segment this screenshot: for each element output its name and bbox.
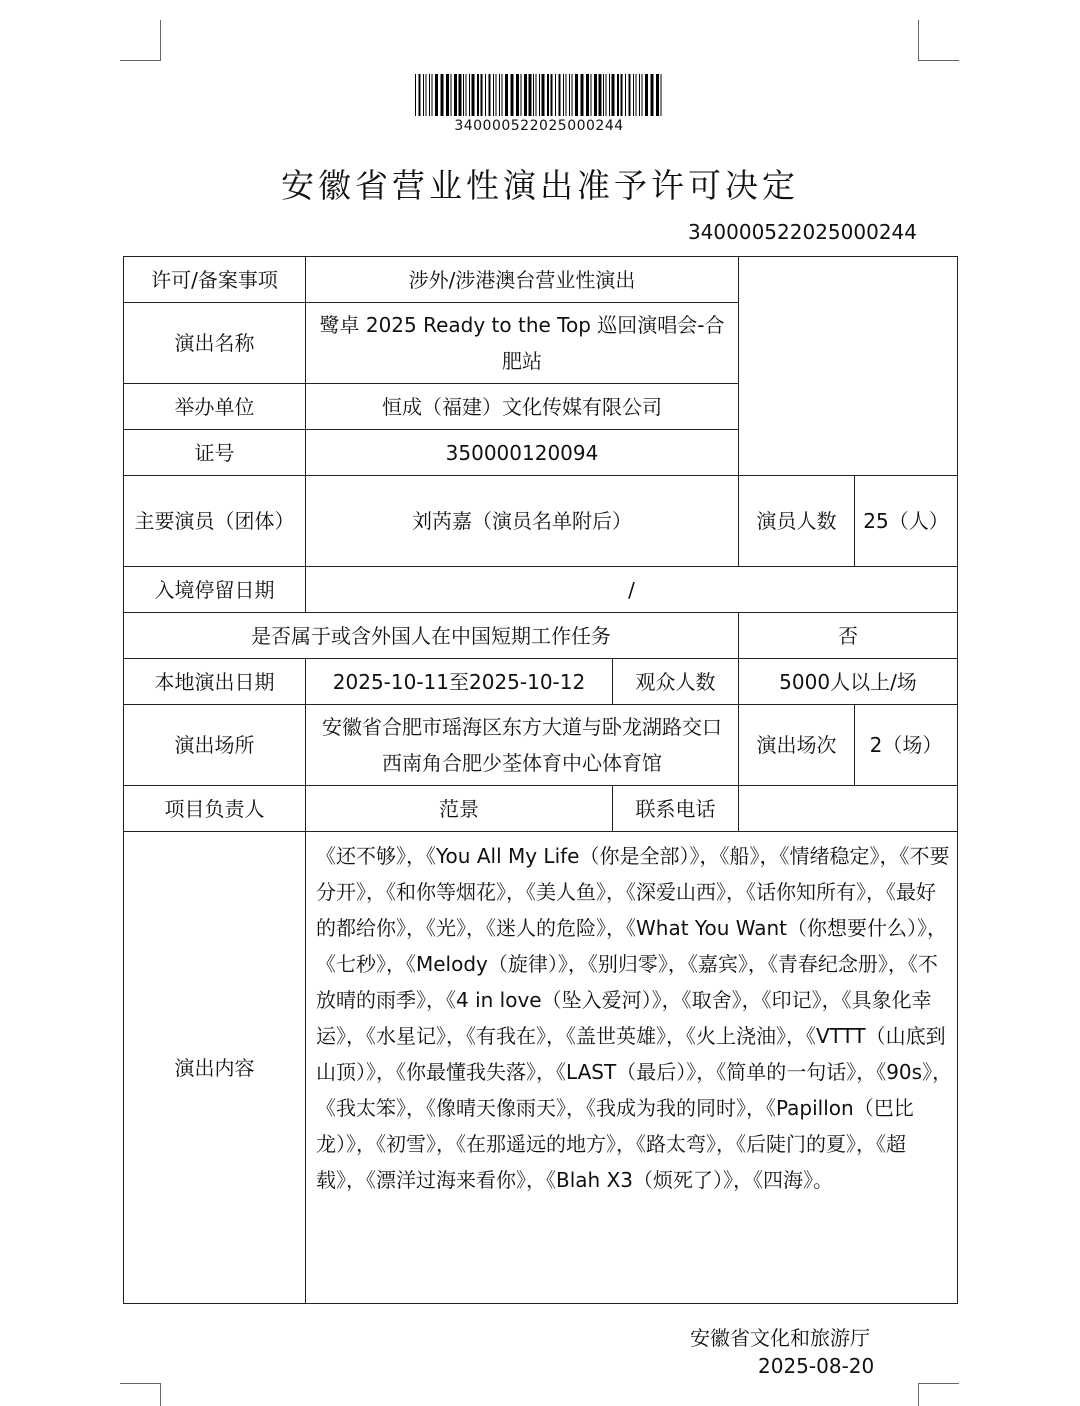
manager-label: 项目负责人 xyxy=(124,786,306,832)
corner-mark-top-right xyxy=(918,20,959,61)
barcode-bar xyxy=(586,74,589,116)
barcode-bar xyxy=(617,74,619,116)
venue-label: 演出场所 xyxy=(124,705,306,786)
barcode-bar xyxy=(426,74,427,116)
barcode-bar xyxy=(505,74,508,116)
entry-label: 入境停留日期 xyxy=(124,567,306,613)
barcode-bar xyxy=(415,74,416,116)
barcode-bar xyxy=(533,74,534,116)
barcode-bar xyxy=(419,74,421,116)
barcode-bar xyxy=(446,74,449,116)
barcode xyxy=(415,74,663,116)
barcode-bar xyxy=(594,74,597,116)
issuer-name: 安徽省文化和旅游厅 xyxy=(690,1326,870,1350)
barcode-bar xyxy=(591,74,592,116)
content-cell xyxy=(306,832,958,1304)
barcode-bar xyxy=(661,74,662,116)
barcode-bar xyxy=(642,74,643,116)
barcode-bar xyxy=(529,74,532,116)
barcode-bar xyxy=(472,74,475,116)
barcode-bar xyxy=(572,74,573,116)
barcode-bar xyxy=(606,74,607,116)
performers-value: 刘芮嘉（演员名单附后） xyxy=(306,476,739,567)
matter-value: 涉外/涉港澳台营业性演出 xyxy=(306,257,739,303)
barcode-bar xyxy=(441,74,444,116)
show-name-label: 演出名称 xyxy=(124,303,306,384)
content-value: 《还不够》，《You All My Life（你是全部）》，《船》，《情绪稳定》，《不要分开》，《和你等烟花》，《美人鱼》，《深爱山西》，《话你知所有》，《最好的都给你》，《光》，《迷人的危险》，《What You Want（你想要什么）》，《七秒》，《Melody（旋律）》，《别归零》，《嘉宾》，《青春纪念册》，《不放晴的雨季》，《4 in love（坠入爱河）》，《取舍》，《印记》，《具象化幸运》，《水星记》，《有我在》，《盖世英雄》，《火上浇油》，《VTTT（山底到山顶）》，《你最懂我失落》，《LAST（最后）》，《简单的一句话》，《90s》，《我太笨》，《像晴天像雨天》，《我成为我的同时》，《Papillon（巴比龙）》，《初雪》，《在那遥远的地方》，《路太弯》，《后陡门的夏》，《超载》，《漂洋过海来看你》，《Blah X3（烦死了）》，《四海》。 xyxy=(316,844,953,1192)
barcode-bar xyxy=(454,74,457,116)
barcode-bar xyxy=(459,74,462,116)
barcode-bar xyxy=(551,74,553,116)
barcode-bar xyxy=(645,74,648,116)
date-label: 本地演出日期 xyxy=(124,659,306,705)
barcode-bar xyxy=(524,74,527,116)
performer-count-label: 演员人数 xyxy=(739,476,855,567)
barcode-bar xyxy=(575,74,578,116)
permit-table xyxy=(123,256,958,1304)
manager-value: 范景 xyxy=(306,786,613,832)
phone-value xyxy=(739,786,958,832)
corner-mark-bottom-left xyxy=(120,1383,161,1406)
barcode-bar xyxy=(621,74,623,116)
barcode-bar xyxy=(581,74,584,116)
content-label: 演出内容 xyxy=(124,832,306,1304)
barcode-bar xyxy=(569,74,570,116)
barcode-bar xyxy=(603,74,604,116)
barcode-bar xyxy=(466,74,467,116)
barcode-bar xyxy=(536,74,537,116)
barcode-bar xyxy=(609,74,610,116)
barcode-bar xyxy=(469,74,470,116)
barcode-bar xyxy=(633,74,634,116)
barcode-bar xyxy=(599,74,602,116)
organizer-value: 恒成（福建）文化传媒有限公司 xyxy=(306,384,739,430)
barcode-bar xyxy=(423,74,424,116)
blank-cell xyxy=(739,257,958,476)
corner-mark-top-left xyxy=(120,20,161,61)
barcode-bar xyxy=(625,74,626,116)
barcode-bar xyxy=(656,74,659,116)
venue-value: 安徽省合肥市瑶海区东方大道与卧龙湖路交口西南角合肥少荃体育中心体育馆 xyxy=(306,705,739,786)
barcode-bar xyxy=(511,74,514,116)
barcode-bar xyxy=(612,74,615,116)
barcode-bar xyxy=(651,74,654,116)
cert-label: 证号 xyxy=(124,430,306,476)
barcode-bar xyxy=(496,74,497,116)
performer-count-value: 25（人） xyxy=(855,476,958,567)
audience-label: 观众人数 xyxy=(613,659,739,705)
issue-date: 2025-08-20 xyxy=(758,1354,875,1378)
sessions-label: 演出场次 xyxy=(739,705,855,786)
barcode-bar xyxy=(451,74,452,116)
matter-label: 许可/备案事项 xyxy=(124,257,306,303)
barcode-bar xyxy=(481,74,483,116)
barcode-bar xyxy=(435,74,438,116)
barcode-bar xyxy=(493,74,494,116)
performers-label: 主要演员（团体） xyxy=(124,476,306,567)
barcode-bar xyxy=(477,74,479,116)
barcode-bar xyxy=(429,74,430,116)
sessions-value: 2（场） xyxy=(855,705,958,786)
document-title: 安徽省营业性演出准予许可决定 xyxy=(281,166,799,205)
show-name-value: 鹭卓 2025 Ready to the Top 巡回演唱会-合肥站 xyxy=(306,303,739,384)
barcode-bar xyxy=(499,74,500,116)
foreign-label: 是否属于或含外国人在中国短期工作任务 xyxy=(124,613,739,659)
barcode-bar xyxy=(516,74,519,116)
barcode-bar xyxy=(566,74,567,116)
corner-mark-bottom-right xyxy=(918,1383,959,1406)
barcode-bar xyxy=(559,74,561,116)
barcode-bar xyxy=(542,74,545,116)
organizer-label: 举办单位 xyxy=(124,384,306,430)
barcode-bar xyxy=(636,74,637,116)
barcode-bar xyxy=(463,74,464,116)
barcode-bar xyxy=(639,74,640,116)
barcode-bar xyxy=(489,74,491,116)
barcode-bar xyxy=(485,74,486,116)
barcode-bar xyxy=(547,74,549,116)
document-number: 340000522025000244 xyxy=(687,220,917,244)
barcode-bar xyxy=(521,74,522,116)
barcode-bar xyxy=(539,74,540,116)
audience-value: 5000人以上/场 xyxy=(739,659,958,705)
barcode-number: 340000522025000244 xyxy=(454,118,624,134)
cert-value: 350000120094 xyxy=(306,430,739,476)
date-value: 2025-10-11至2025-10-12 xyxy=(306,659,613,705)
barcode-bar xyxy=(563,74,564,116)
entry-value: / xyxy=(306,567,958,613)
barcode-bar xyxy=(555,74,556,116)
barcode-bar xyxy=(432,74,433,116)
barcode-bar xyxy=(629,74,631,116)
foreign-value: 否 xyxy=(739,613,958,659)
barcode-bar xyxy=(502,74,503,116)
phone-label: 联系电话 xyxy=(613,786,739,832)
